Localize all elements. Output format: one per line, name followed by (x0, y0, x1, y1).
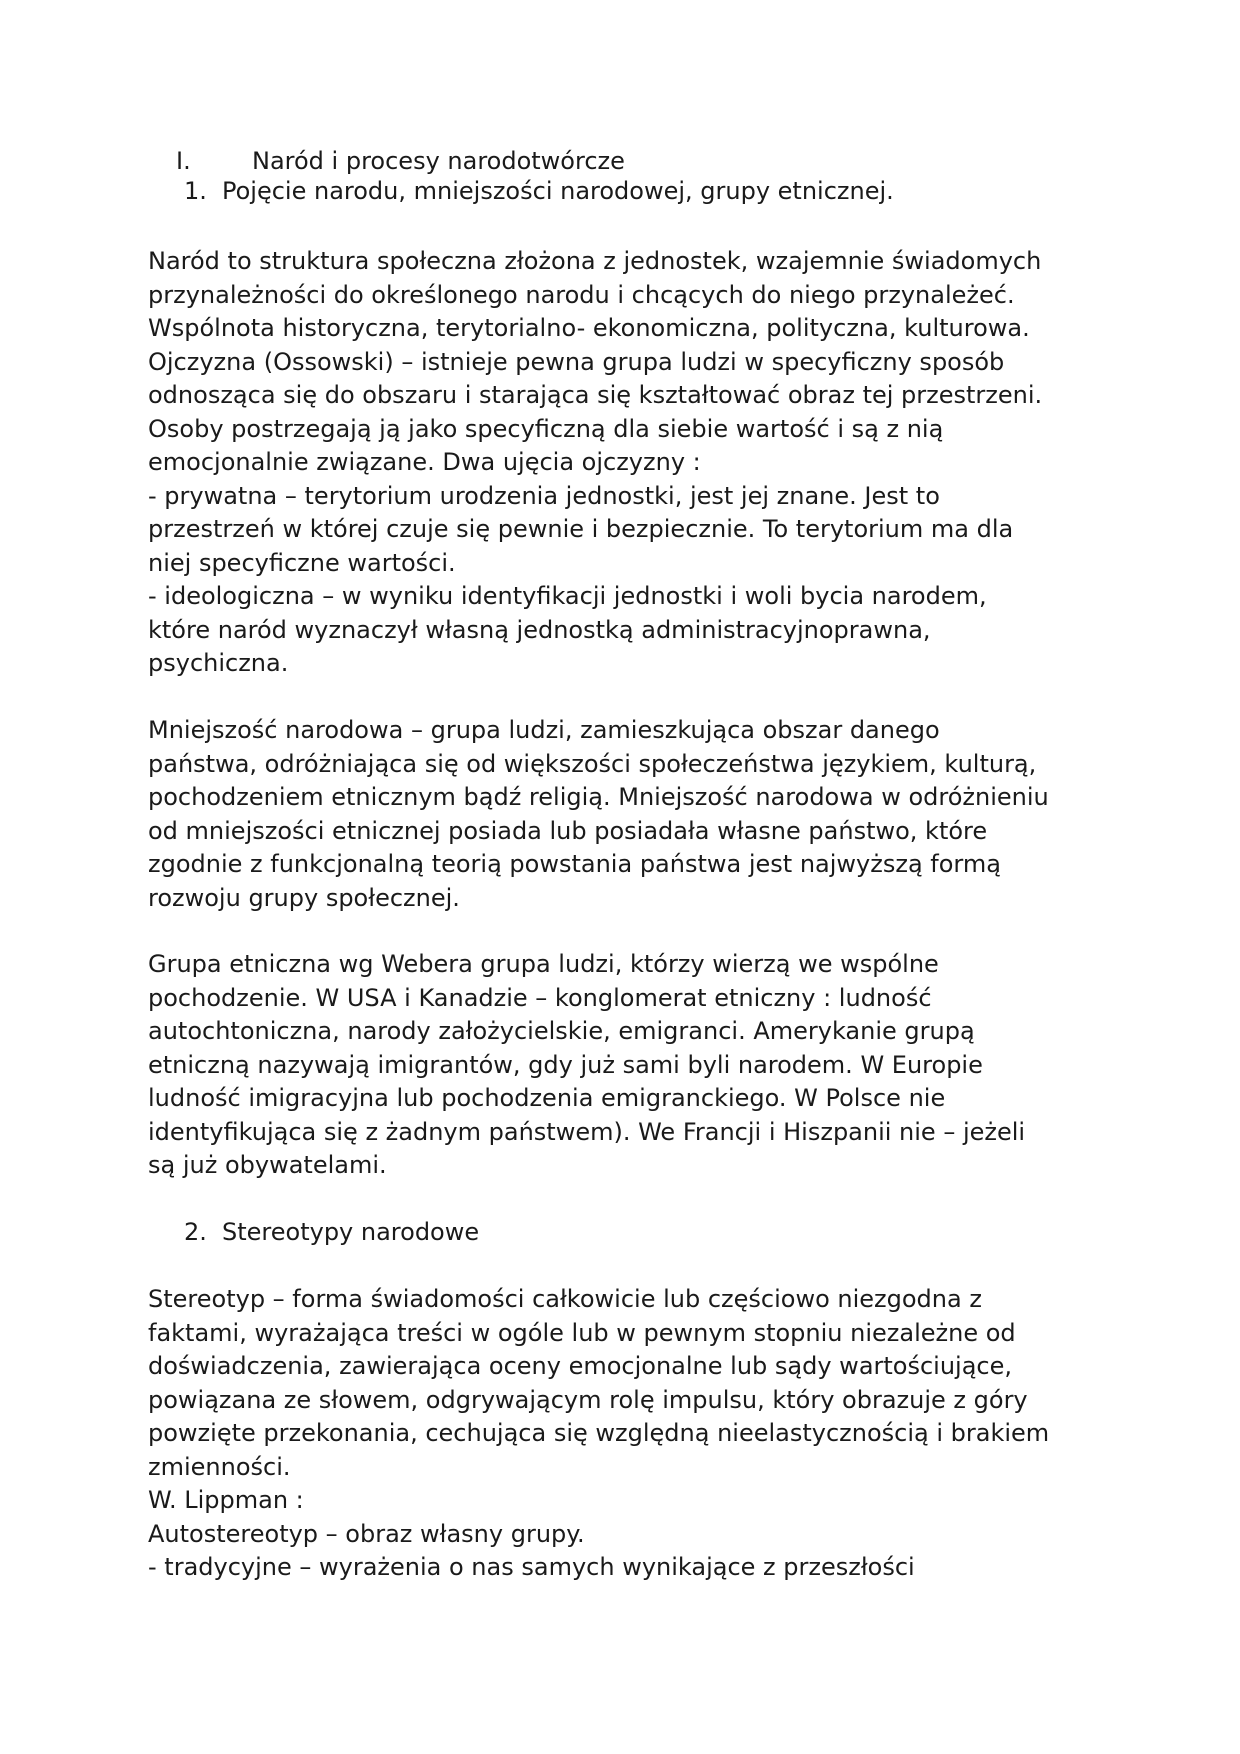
text-line: Wspólnota historyczna, terytorialno- ekonomiczna, polityczna, kulturowa. (148, 314, 1030, 342)
heading-text: Pojęcie narodu, mniejszości narodowej, grupy etnicznej. (222, 177, 894, 205)
text-line: są już obywatelami. (148, 1151, 387, 1179)
text-line: emocjonalnie związane. Dwa ujęcia ojczyzny : (148, 448, 701, 476)
text-line: autochtoniczna, narody założycielskie, emigranci. Amerykanie grupą (148, 1017, 975, 1045)
text-line: Grupa etniczna wg Webera grupa ludzi, którzy wierzą we wspólne (148, 950, 939, 978)
text-line: etniczną nazywają imigrantów, gdy już sami byli narodem. W Europie (148, 1050, 983, 1079)
text-line: powiązana ze słowem, odgrywającym rolę impulsu, który obrazuje z góry (148, 1385, 1028, 1414)
text-line: Naród to struktura społeczna złożona z jednostek, wzajemnie świadomych (148, 247, 1042, 275)
text-line: - ideologiczna – w wyniku identyfikacji jednostki i woli bycia narodem, (148, 582, 987, 610)
text-line: niej specyficzne wartości. (148, 548, 456, 577)
text-line: Osoby postrzegają ją jako specyficzną dla siebie wartość i są z nią (148, 414, 944, 443)
text-line: przynależności do określonego narodu i chcących do niego przynależeć. (148, 280, 1015, 309)
text-line: ludność imigracyjna lub pochodzenia emigranckiego. W Polsce nie (148, 1084, 946, 1112)
text-line: W. Lippman : (148, 1486, 304, 1514)
text-line: Autostereotyp – obraz własny grupy. (148, 1519, 585, 1548)
text-line: zgodnie z funkcjonalną teorią powstania państwa jest najwyższą formą (148, 850, 1001, 878)
text-line: doświadczenia, zawierająca oceny emocjonalne lub sądy wartościujące, (148, 1352, 1013, 1380)
text-line: od mniejszości etnicznej posiada lub posiadała własne państwo, które (148, 816, 988, 845)
text-line: identyfikująca się z żadnym państwem). We Francji i Hiszpanii nie – jeżeli (148, 1117, 1026, 1146)
heading-marker: 1. (184, 177, 207, 205)
text-line: pochodzenie. W USA i Kanadzie – konglomerat etniczny : ludność (148, 983, 932, 1012)
heading-text: Stereotypy narodowe (222, 1218, 480, 1246)
text-line: rozwoju grupy społecznej. (148, 883, 460, 912)
text-line: powzięte przekonania, cechująca się względną nieelastycznością i brakiem (148, 1419, 1050, 1447)
text-line: odnosząca się do obszaru i starająca się kształtować obraz tej przestrzeni. (148, 381, 1043, 409)
text-line: państwa, odróżniająca się od większości społeczeństwa językiem, kulturą, (148, 749, 1037, 778)
text-line: przestrzeń w której czuje się pewnie i bezpiecznie. To terytorium ma dla (148, 515, 1014, 543)
text-line: - tradycyjne – wyrażenia o nas samych wynikające z przeszłości (148, 1553, 915, 1581)
text-line: pochodzeniem etnicznym bądź religią. Mniejszość narodowa w odróżnieniu (148, 783, 1049, 811)
heading-marker: 2. (184, 1218, 207, 1246)
text-line: psychiczna. (148, 649, 289, 677)
text-line: - prywatna – terytorium urodzenia jednostki, jest jej znane. Jest to (148, 481, 940, 510)
text-line: zmienności. (148, 1452, 291, 1481)
heading-marker: I. (176, 147, 191, 175)
heading-text: Naród i procesy narodotwórcze (252, 147, 625, 175)
text-line: Mniejszość narodowa – grupa ludzi, zamieszkująca obszar danego (148, 716, 940, 744)
text-line: Ojczyzna (Ossowski) – istnieje pewna grupa ludzi w specyficzny sposób (148, 347, 1005, 376)
text-line: faktami, wyrażająca treści w ogóle lub w pewnym stopniu niezależne od (148, 1318, 1016, 1347)
text-line: które naród wyznaczył własną jednostką administracyjnoprawna, (148, 615, 931, 644)
text-line: Stereotyp – forma świadomości całkowicie lub częściowo niezgodna z (148, 1285, 982, 1313)
